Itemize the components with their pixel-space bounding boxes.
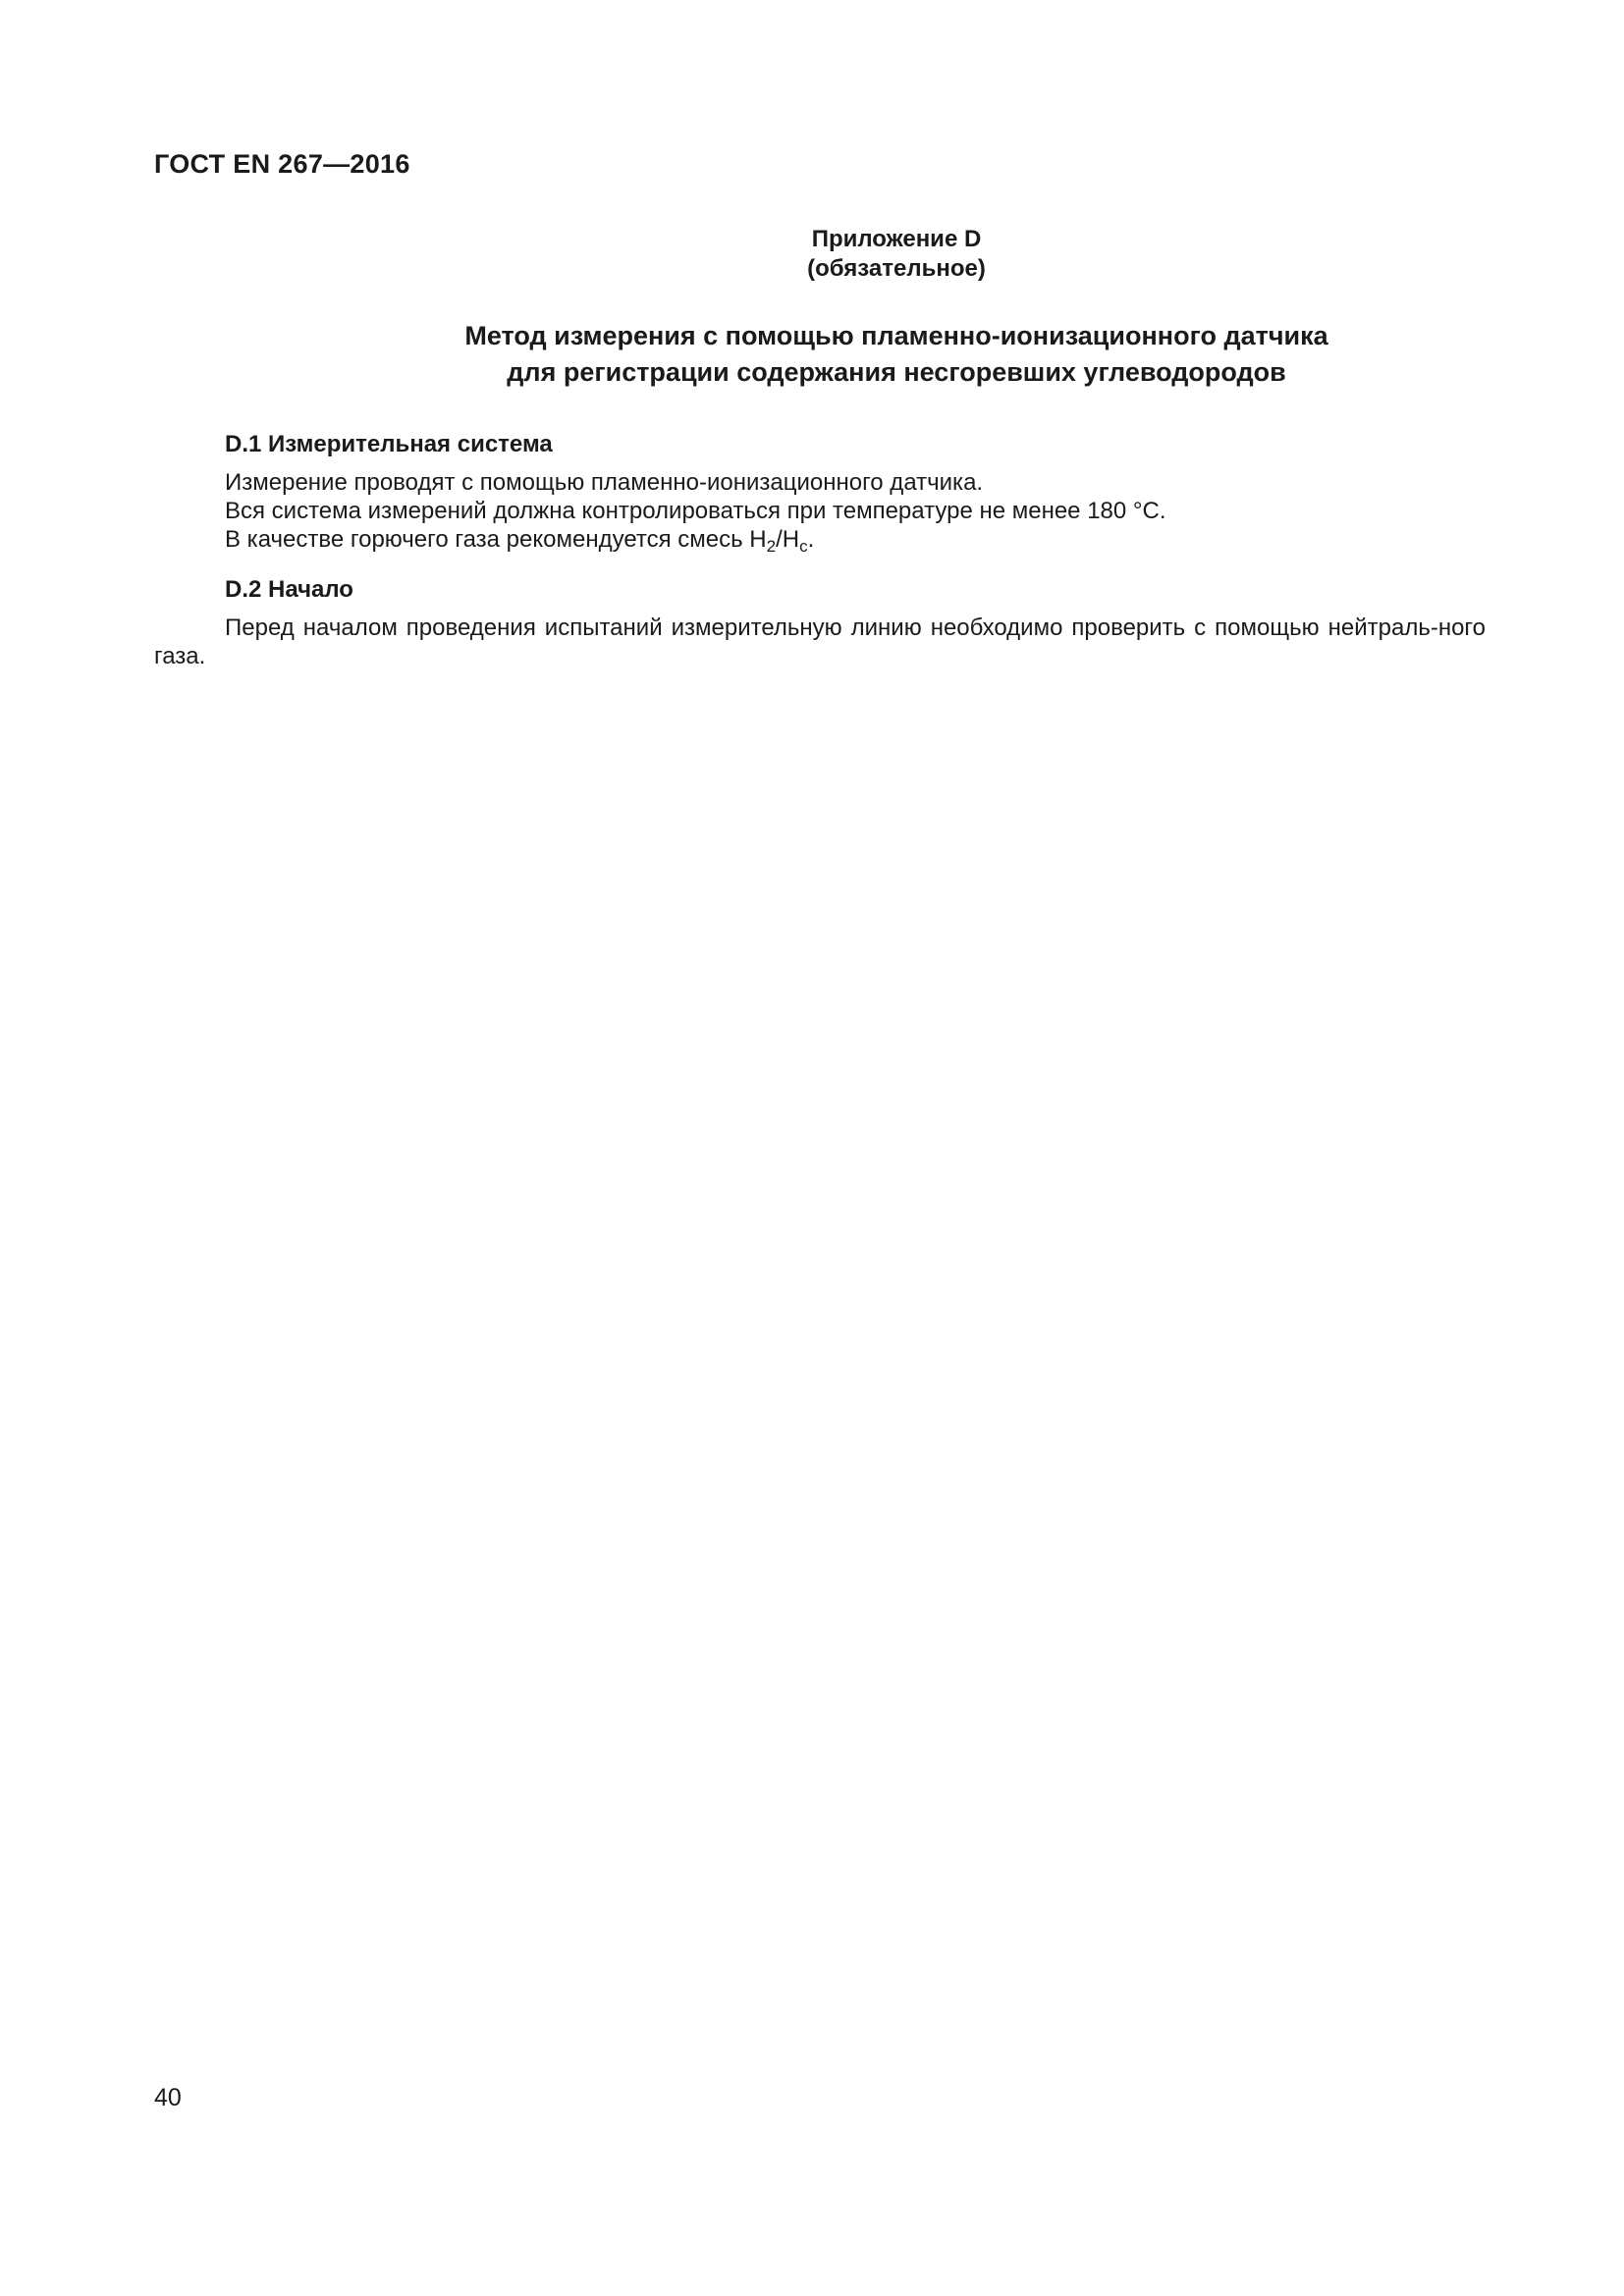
formula-slash: /H	[776, 526, 800, 553]
page-title-line-2: для регистрации содержания несгоревших углеводородов	[507, 357, 1286, 387]
section-heading: D.1 Измерительная система	[225, 431, 553, 457]
page-title	[0, 318, 1624, 391]
document-code: ГОСТ EN 267—2016	[154, 149, 410, 179]
page-number: 40	[154, 2084, 182, 2111]
annex-header	[0, 225, 1624, 284]
annex-status: (обязательное)	[807, 255, 986, 282]
formula-subscript: c	[799, 537, 808, 556]
section-heading: D.2 Начало	[225, 576, 353, 603]
paragraph: Перед началом проведения испытаний измерительную линию необходимо проверить с помощью нейтраль-ного газа.	[154, 614, 1486, 669]
annex-title: Приложение D	[811, 226, 982, 252]
paragraph: Измерение проводят с помощью пламенно-ионизационного датчика.	[225, 469, 984, 496]
paragraph: Вся система измерений должна контролироваться при температуре не менее 180 °C.	[225, 498, 1166, 524]
section-d2	[154, 575, 1486, 670]
page-title-line-1: Метод измерения с помощью пламенно-ионизационного датчика	[464, 321, 1328, 350]
paragraph-formula	[154, 525, 1486, 554]
formula-text: В качестве горючего газа рекомендуется смесь H	[225, 526, 767, 553]
section-d1	[154, 430, 1486, 554]
formula-subscript: 2	[766, 537, 777, 556]
formula-end: .	[807, 526, 815, 553]
